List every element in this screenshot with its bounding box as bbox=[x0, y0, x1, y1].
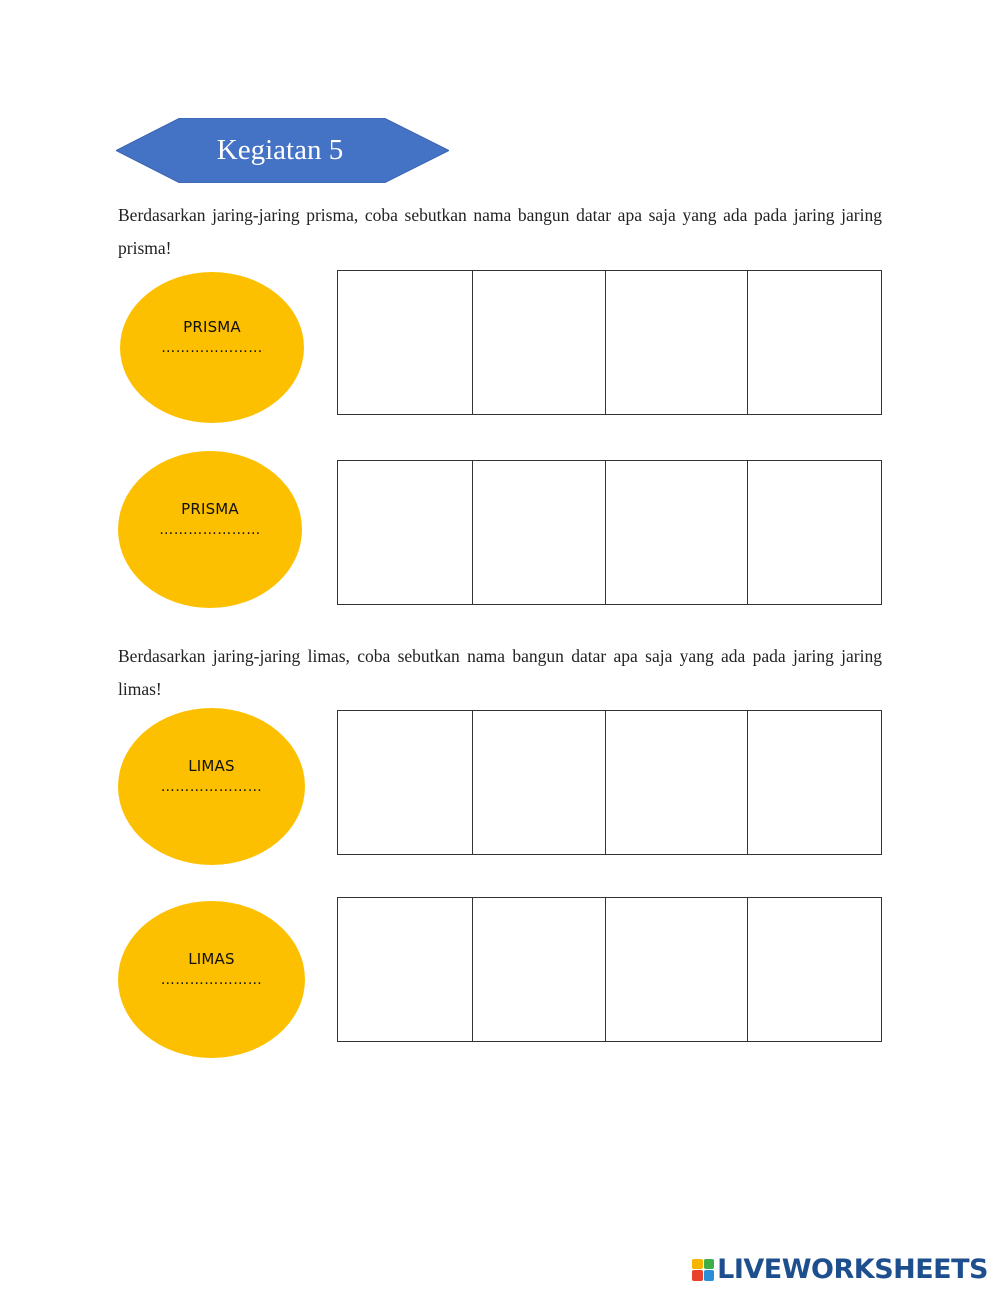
answer-box[interactable] bbox=[748, 711, 881, 854]
answer-box[interactable] bbox=[473, 271, 606, 414]
answer-boxes-prisma-2 bbox=[337, 460, 882, 605]
shape-label: PRISMA bbox=[181, 499, 239, 518]
prisma-instruction: Berdasarkan jaring-jaring prisma, coba sebutkan nama bangun datar apa saja yang ada pada jaring jaring prisma! bbox=[118, 205, 882, 258]
answer-blank[interactable]: ………………… bbox=[161, 339, 263, 356]
liveworksheets-brand bbox=[692, 1254, 988, 1285]
prisma-ellipse-2 bbox=[118, 451, 302, 608]
shape-label: PRISMA bbox=[183, 317, 241, 336]
answer-box[interactable] bbox=[473, 711, 606, 854]
shape-label: LIMAS bbox=[188, 756, 235, 775]
answer-box[interactable] bbox=[606, 271, 748, 414]
answer-box[interactable] bbox=[473, 461, 606, 604]
answer-boxes-prisma-1 bbox=[337, 270, 882, 415]
answer-box[interactable] bbox=[748, 461, 881, 604]
shape-label: LIMAS bbox=[188, 949, 235, 968]
answer-box[interactable] bbox=[606, 898, 748, 1041]
answer-box[interactable] bbox=[748, 898, 881, 1041]
limas-instruction: Berdasarkan jaring-jaring limas, coba sebutkan nama bangun datar apa saja yang ada pada jaring jaring limas! bbox=[118, 646, 882, 699]
activity-banner bbox=[116, 118, 449, 183]
answer-blank[interactable]: ………………… bbox=[160, 971, 263, 988]
answer-box[interactable] bbox=[338, 271, 473, 414]
answer-blank[interactable]: ………………… bbox=[159, 521, 261, 538]
answer-box[interactable] bbox=[473, 898, 606, 1041]
answer-box[interactable] bbox=[338, 898, 473, 1041]
liveworksheets-logo-icon bbox=[692, 1259, 714, 1281]
activity-title: Kegiatan 5 bbox=[216, 134, 344, 166]
answer-box[interactable] bbox=[338, 461, 473, 604]
answer-box[interactable] bbox=[606, 461, 748, 604]
answer-box[interactable] bbox=[606, 711, 748, 854]
answer-box[interactable] bbox=[338, 711, 473, 854]
answer-boxes-limas-1 bbox=[337, 710, 882, 855]
answer-blank[interactable]: ………………… bbox=[160, 778, 263, 795]
brand-name: LIVEWORKSHEETS bbox=[717, 1254, 988, 1285]
prisma-ellipse-1 bbox=[120, 272, 304, 423]
limas-ellipse-1 bbox=[118, 708, 305, 865]
limas-ellipse-2 bbox=[118, 901, 305, 1058]
answer-boxes-limas-2 bbox=[337, 897, 882, 1042]
answer-box[interactable] bbox=[748, 271, 881, 414]
